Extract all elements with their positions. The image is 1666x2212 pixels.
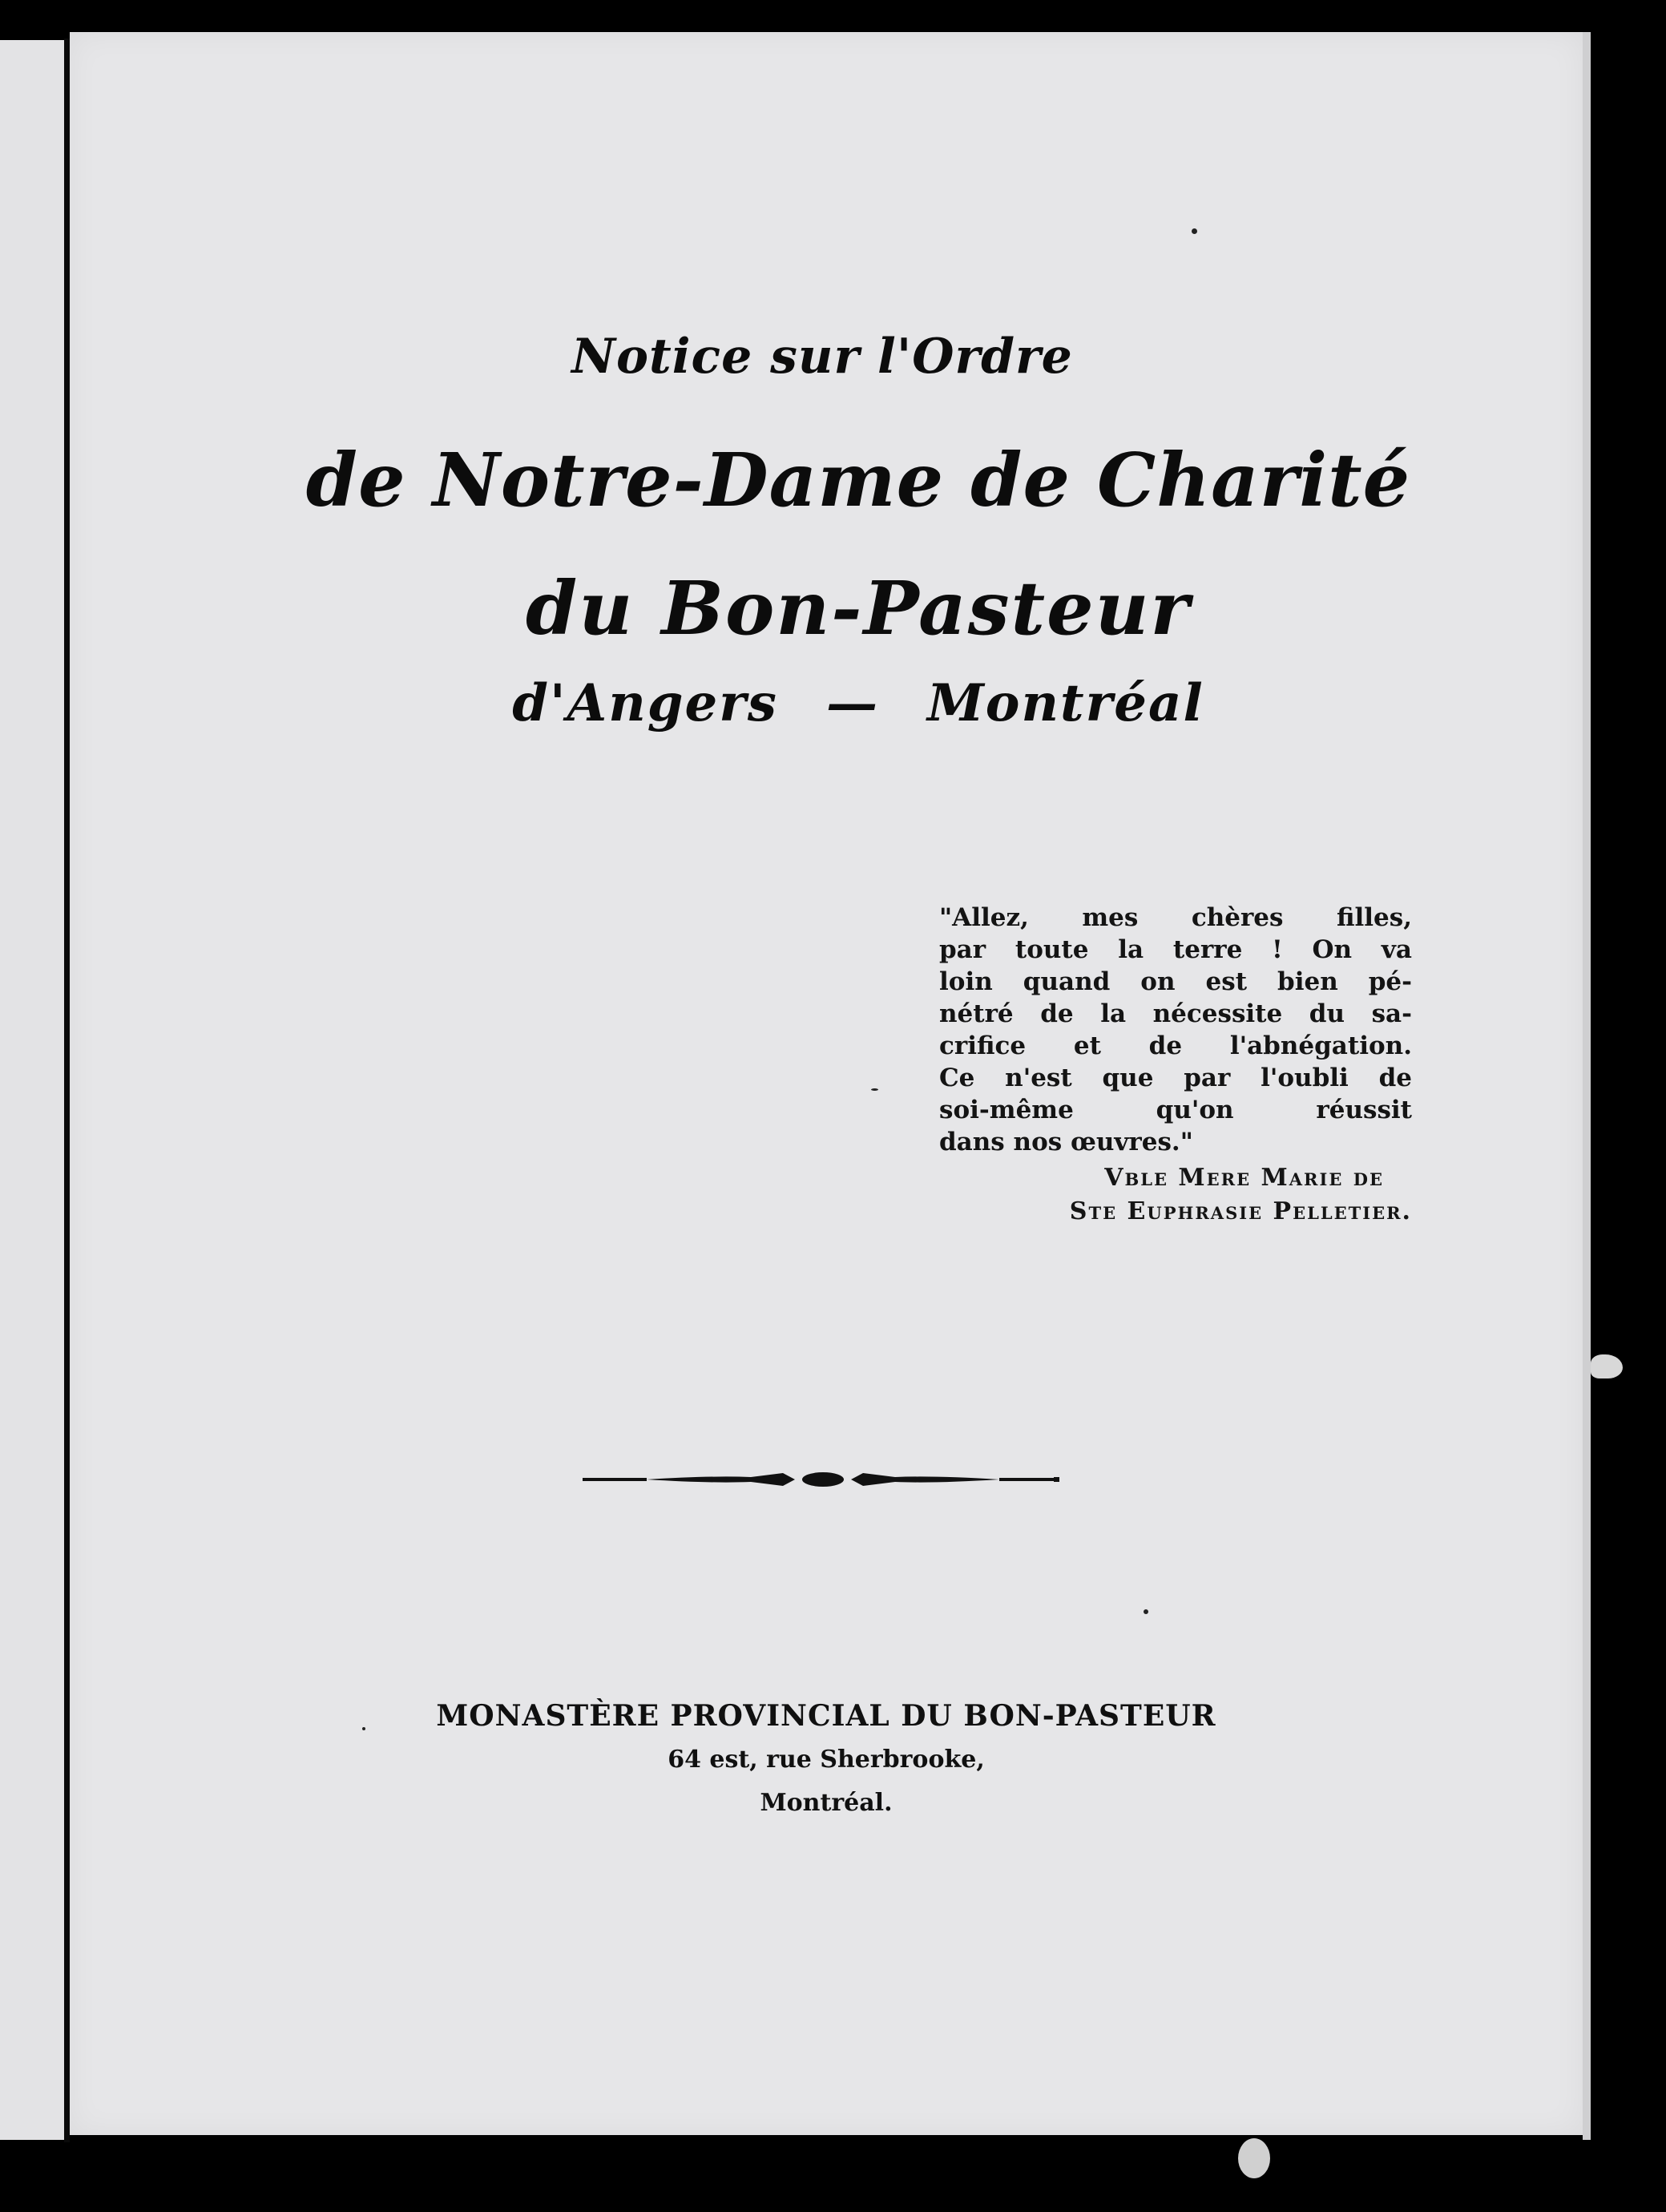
attribution-line: Vble Mere Marie de (1104, 1164, 1384, 1192)
title-notice: Notice sur l'Ordre (571, 329, 1073, 385)
title-order-name: de Notre-Dame de Charité (305, 437, 1411, 523)
scan-mark (1238, 2138, 1270, 2178)
title-page (70, 32, 1583, 2135)
title-bon-pasteur: du Bon-Pasteur (526, 565, 1191, 652)
page-right-edge (1583, 32, 1591, 2140)
quote-line: "Allez, mes chères filles, (939, 903, 1412, 932)
title-dash: — (825, 673, 879, 733)
quote-attribution (939, 1161, 1412, 1229)
quote-line: dans nos œuvres." (939, 1128, 1193, 1156)
title-location (102, 673, 1615, 733)
dust-speck (871, 1088, 878, 1091)
facing-page-edge (0, 40, 64, 2140)
publisher-name: MONASTÈRE PROVINCIAL DU BON-PASTEUR (436, 1699, 1216, 1733)
scan-mark (1591, 1354, 1623, 1378)
ornamental-divider-icon (583, 1463, 1063, 1496)
quote-line: crifice et de l'abnégation. (939, 1031, 1412, 1060)
title-montreal: Montréal (926, 673, 1204, 733)
dust-speck (1144, 1609, 1148, 1614)
publisher-address: 64 est, rue Sherbrooke, (668, 1746, 985, 1774)
dust-speck (1192, 228, 1197, 234)
quote-line: Ce n'est que par l'oubli de (939, 1064, 1412, 1092)
epigraph-quote (939, 902, 1412, 1229)
title-angers: d'Angers (512, 673, 778, 733)
quote-line: nétré de la nécessite du sa- (939, 999, 1412, 1028)
quote-line: par toute la terre ! On va (939, 935, 1412, 964)
dust-speck (362, 1727, 365, 1730)
attribution-line: Ste Euphrasie Pelletier. (1069, 1197, 1412, 1225)
quote-line: loin quand on est bien pé- (939, 967, 1412, 996)
publisher-city: Montréal. (760, 1789, 893, 1817)
quote-line: soi-même qu'on réussit (939, 1096, 1412, 1124)
